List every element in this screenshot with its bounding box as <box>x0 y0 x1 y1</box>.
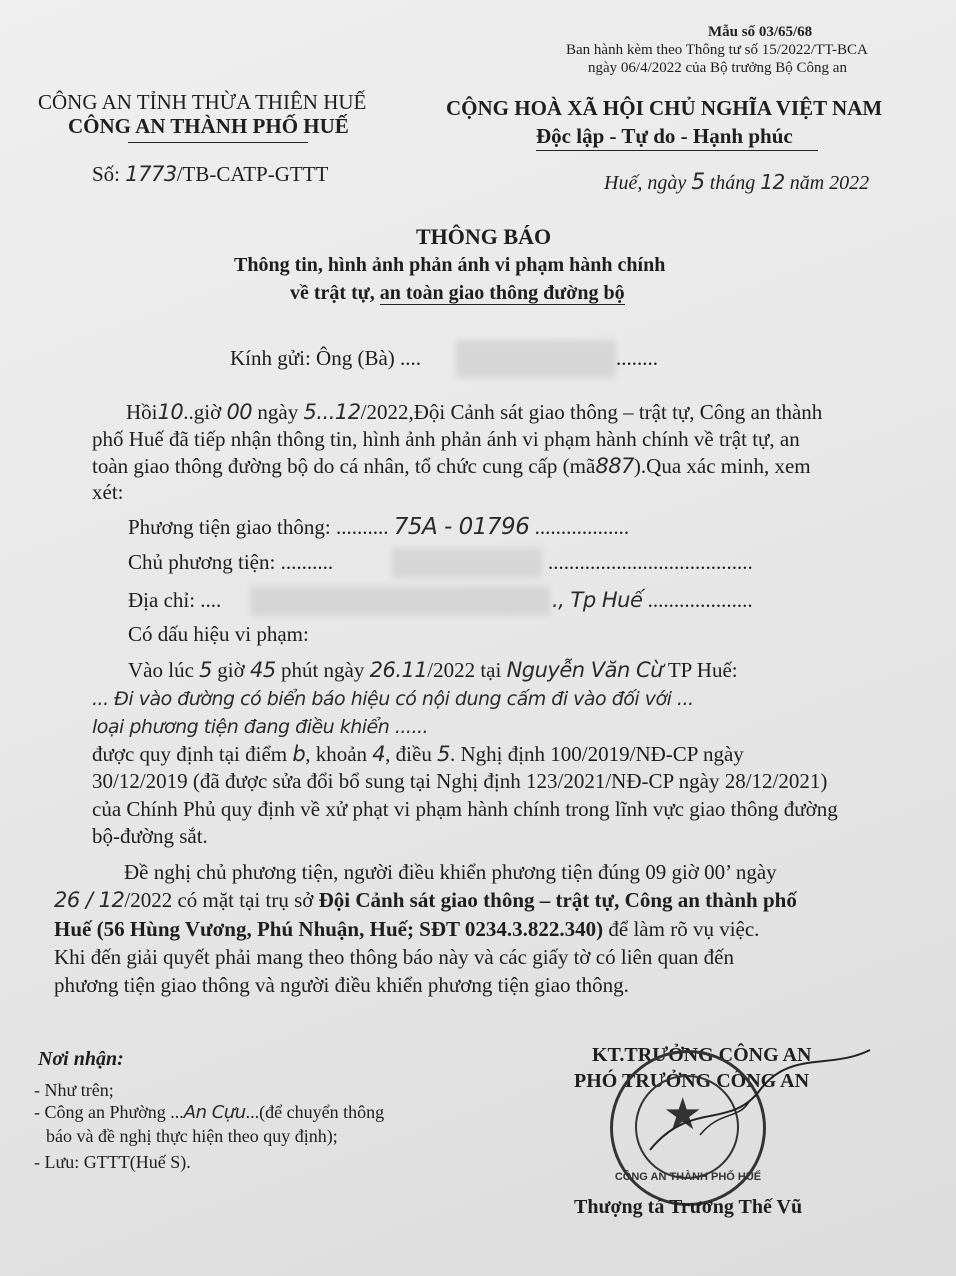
request-date: 26 / 12 <box>54 888 125 912</box>
notice-subtitle-2 <box>290 282 625 305</box>
intro-line-3 <box>92 454 811 479</box>
national-motto: Độc lập - Tự do - Hạnh phúc <box>536 124 793 148</box>
intro-minute: 00 <box>226 400 253 424</box>
intro-line-4: xét: <box>92 480 124 504</box>
vio-l4-c: , điều <box>385 742 432 766</box>
year-label: năm 2022 <box>789 172 870 194</box>
notice-title: THÔNG BÁO <box>416 224 552 249</box>
vio-location: Nguyễn Văn Cừ <box>506 658 663 682</box>
address-value-wrap <box>552 588 753 613</box>
agency-parent: CÔNG AN TỈNH THỪA THIÊN HUẾ <box>38 90 367 114</box>
owner-field <box>128 550 333 575</box>
place-label: Huế, ngày <box>604 172 687 194</box>
vio-hour: 5 <box>199 658 213 682</box>
notice-subtitle-1: Thông tin, hình ảnh phản ánh vi phạm hành chính <box>234 254 666 276</box>
recipients-item-1: - Như trên; <box>34 1080 114 1100</box>
rec-item2-a: - Công an Phường ... <box>34 1102 184 1122</box>
owner-label: Chủ phương tiện: .......... <box>128 550 334 574</box>
recipients-heading: Nơi nhận: <box>38 1048 124 1070</box>
vio-l1-d: /2022 tại <box>427 658 502 682</box>
signature-line-1: KT.TRƯỞNG CÔNG AN <box>592 1044 812 1066</box>
vio-l1-a: Vào lúc <box>128 658 194 682</box>
vehicle-plate: 75A - 01796 <box>393 514 530 540</box>
request-l3-a: để làm rõ vụ việc. <box>603 917 760 941</box>
agency-unit: CÔNG AN THÀNH PHỐ HUẾ <box>68 114 349 138</box>
intro-hour: 10 <box>157 400 184 424</box>
rec-item2-b: ...(để chuyển thông <box>245 1102 385 1122</box>
number-handwritten: 1773 <box>125 162 177 186</box>
intro-line-2: phố Huế đã tiếp nhận thông tin, hình ảnh phản ánh vi phạm hành chính về trật tự, an <box>92 427 800 451</box>
intro-code: 887 <box>595 454 634 478</box>
agency-rule <box>128 142 308 143</box>
redacted-owner <box>392 548 542 578</box>
violation-line-5: 30/12/2019 (đã được sửa đổi bổ sung tại Nghị định 123/2021/NĐ-CP ngày 28/12/2021) <box>92 769 828 793</box>
violation-line-7: bộ-đường sắt. <box>92 824 208 848</box>
violation-line-4 <box>92 742 744 767</box>
owner-dots: ....................................... <box>548 550 753 574</box>
date-day: 5 <box>691 170 705 195</box>
request-line-4: Khi đến giải quyết phải mang theo thông báo này và các giấy tờ có liên quan đến <box>54 945 734 969</box>
recipients-item-2-cont: báo và đề nghị thực hiện theo quy định); <box>46 1126 338 1146</box>
address-dots: .................... <box>647 588 753 612</box>
intro-l1-c: ngày <box>257 400 299 424</box>
intro-l1-a: Hồi <box>126 400 158 424</box>
intro-date: 5...12 <box>303 400 361 424</box>
vio-clause: 4 <box>372 742 386 766</box>
form-number: Mẫu số 03/65/68 <box>708 24 813 40</box>
vehicle-field <box>128 514 629 540</box>
vio-l1-b: giờ <box>217 658 245 682</box>
handwritten-signature <box>640 1040 880 1180</box>
document-number <box>92 162 328 187</box>
vehicle-dots: .................. <box>534 515 630 539</box>
vio-l4-b: , khoản <box>305 742 368 766</box>
signature-line-2: PHÓ TRƯỞNG CÔNG AN <box>574 1070 810 1092</box>
redacted-name <box>456 340 616 378</box>
intro-line-1 <box>126 400 822 425</box>
request-line-3 <box>54 917 759 942</box>
address-value: ., Tp Huế <box>552 588 643 612</box>
vio-article: 5 <box>437 742 450 766</box>
intro-l1-b: ..giờ <box>183 400 222 424</box>
vio-date: 26.11 <box>369 658 428 682</box>
form-issued-date: ngày 06/4/2022 của Bộ trưởng Bộ Công an <box>588 60 847 76</box>
recipients-item-3: - Lưu: GTTT(Huế S). <box>34 1152 191 1172</box>
vio-l4-d: . Nghị định 100/2019/NĐ-CP ngày <box>449 742 744 766</box>
star-icon: ★ <box>663 1089 703 1140</box>
date-month: 12 <box>760 170 785 194</box>
vio-minute: 45 <box>249 658 276 682</box>
violation-line-6: của Chính Phủ quy định về xử phạt vi phạm hành chính trong lĩnh vực giao thông đường <box>92 797 838 821</box>
violation-label: Có dấu hiệu vi phạm: <box>128 622 309 646</box>
stamp-text: CÔNG AN THÀNH PHỐ HUẾ <box>614 1171 762 1183</box>
address-label: Địa chỉ: .... <box>128 588 222 612</box>
number-label: Số: <box>92 162 121 186</box>
recipient-dots: ........ <box>616 346 658 370</box>
form-issued-with: Ban hành kèm theo Thông tư số 15/2022/TT-BCA <box>566 42 868 58</box>
address-field <box>128 588 221 613</box>
intro-l1-d: /2022,Đội Cảnh sát giao thông – trật tự, Công an thành <box>360 400 823 424</box>
recipients-item-2 <box>34 1102 384 1123</box>
violation-line-1 <box>128 658 738 683</box>
violation-hand-1: ... Đi vào đường có biển báo hiệu có nội dung cấm đi vào đối với ... <box>92 688 694 710</box>
recipient-label: Kính gửi: Ông (Bà) .... <box>230 346 422 370</box>
vio-l1-c: phút ngày <box>280 658 365 682</box>
intro-l3-a: toàn giao thông đường bộ do cá nhân, tổ chức cung cấp (mã <box>92 454 596 478</box>
vio-l1-e: TP Huế: <box>667 658 738 682</box>
request-address: Huế (56 Hùng Vương, Phú Nhuận, Huế; SĐT 0234.3.822.340) <box>54 917 604 941</box>
rec-ward: An Cựu <box>183 1102 246 1123</box>
vio-l4-a: được quy định tại điểm <box>92 742 288 766</box>
place-date <box>604 170 869 195</box>
request-l2-b: Đội Cảnh sát giao thông – trật tự, Công an thành phố <box>318 888 797 912</box>
month-label: tháng <box>709 172 756 194</box>
subtitle-2a: về trật tự, <box>290 282 380 304</box>
request-line-5: phương tiện giao thông và người điều khiển phương tiện giao thông. <box>54 973 629 997</box>
national-title: CỘNG HOÀ XÃ HỘI CHỦ NGHĨA VIỆT NAM <box>446 96 883 120</box>
violation-hand-2: loại phương tiện đang điều khiển ...... <box>92 716 429 738</box>
request-line-2 <box>54 888 797 913</box>
motto-rule <box>536 150 818 151</box>
vehicle-label: Phương tiện giao thông: .......... <box>128 515 389 539</box>
intro-l3-b: ).Qua xác minh, xem <box>633 454 811 478</box>
number-suffix: /TB-CATP-GTTT <box>176 162 329 186</box>
request-l2-a: /2022 có mặt tại trụ sở <box>124 888 319 912</box>
vio-point: b <box>292 742 306 766</box>
request-line-1: Đề nghị chủ phương tiện, người điều khiển phương tiện đúng 09 giờ 00’ ngày <box>124 860 777 884</box>
signer-name: Thượng tá Trương Thế Vũ <box>574 1196 803 1218</box>
subtitle-2b: an toàn giao thông đường bộ <box>379 282 625 304</box>
redacted-address <box>250 586 550 616</box>
